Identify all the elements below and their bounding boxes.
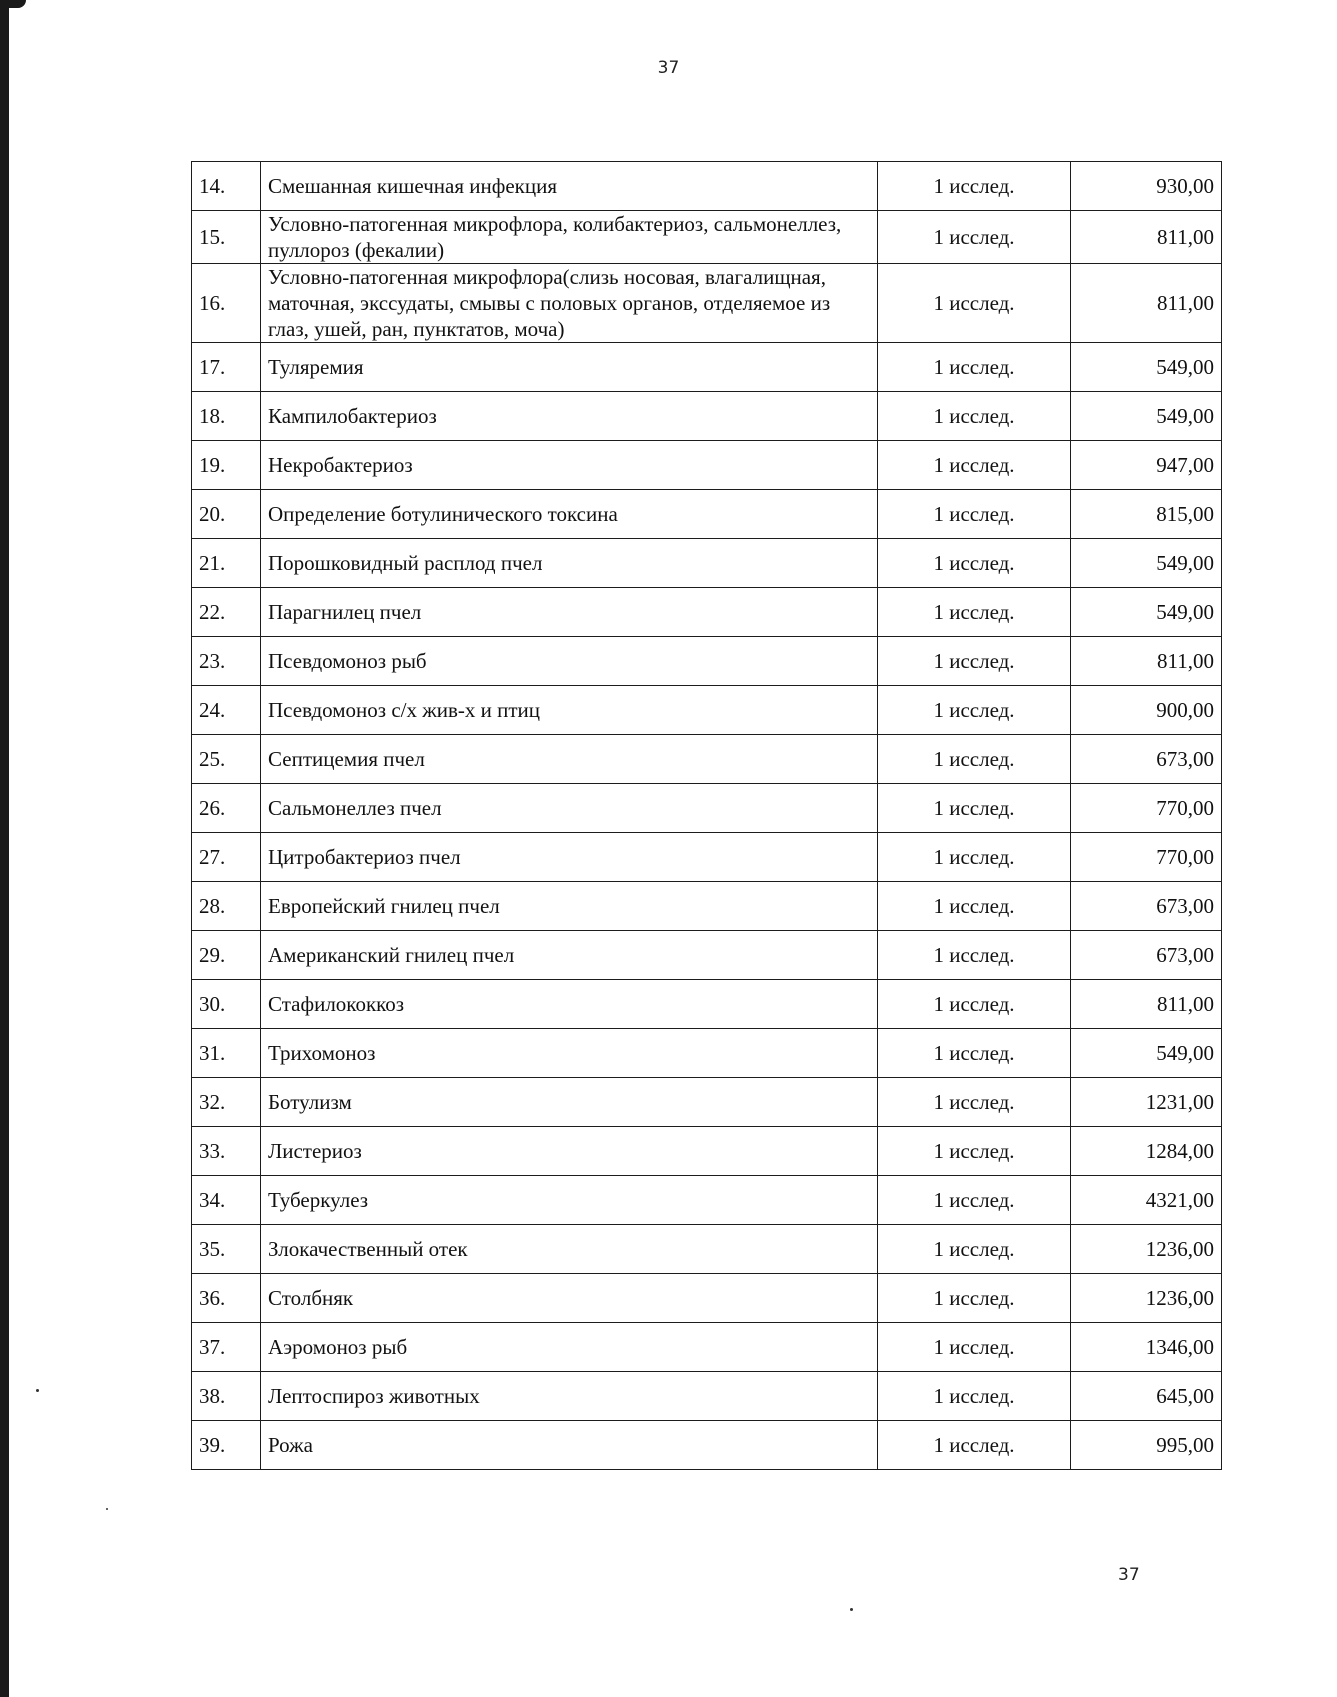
table-row xyxy=(192,980,1222,1029)
row-price: 645,00 xyxy=(1071,1372,1222,1421)
row-test-name: Цитробактериоз пчел xyxy=(261,833,878,882)
row-price: 815,00 xyxy=(1071,490,1222,539)
row-test-name: Злокачественный отек xyxy=(261,1225,878,1274)
row-unit: 1 исслед. xyxy=(878,1421,1071,1470)
table-row xyxy=(192,686,1222,735)
row-test-name: Ботулизм xyxy=(261,1078,878,1127)
page-number-bottom: 37 xyxy=(1118,1565,1140,1585)
row-price: 770,00 xyxy=(1071,833,1222,882)
row-number: 37. xyxy=(192,1323,261,1372)
row-price: 811,00 xyxy=(1071,980,1222,1029)
table-row xyxy=(192,343,1222,392)
row-number: 39. xyxy=(192,1421,261,1470)
row-unit: 1 исслед. xyxy=(878,1372,1071,1421)
row-number: 24. xyxy=(192,686,261,735)
table-row xyxy=(192,1274,1222,1323)
row-number: 18. xyxy=(192,392,261,441)
row-price: 1236,00 xyxy=(1071,1274,1222,1323)
row-price: 673,00 xyxy=(1071,735,1222,784)
row-number: 27. xyxy=(192,833,261,882)
table-row xyxy=(192,1078,1222,1127)
row-unit: 1 исслед. xyxy=(878,1225,1071,1274)
row-unit: 1 исслед. xyxy=(878,1029,1071,1078)
row-test-name: Туберкулез xyxy=(261,1176,878,1225)
row-unit: 1 исслед. xyxy=(878,686,1071,735)
row-test-name: Трихомоноз xyxy=(261,1029,878,1078)
row-unit: 1 исслед. xyxy=(878,882,1071,931)
row-price: 673,00 xyxy=(1071,931,1222,980)
row-number: 16. xyxy=(192,264,261,343)
row-unit: 1 исслед. xyxy=(878,392,1071,441)
row-number: 19. xyxy=(192,441,261,490)
page-number-top: 37 xyxy=(657,58,680,78)
row-test-name: Туляремия xyxy=(261,343,878,392)
row-price: 549,00 xyxy=(1071,392,1222,441)
row-unit: 1 исслед. xyxy=(878,833,1071,882)
row-price: 900,00 xyxy=(1071,686,1222,735)
row-number: 29. xyxy=(192,931,261,980)
table-row xyxy=(192,931,1222,980)
row-unit: 1 исслед. xyxy=(878,1176,1071,1225)
row-test-name: Смешанная кишечная инфекция xyxy=(261,162,878,211)
row-unit: 1 исслед. xyxy=(878,441,1071,490)
row-unit: 1 исслед. xyxy=(878,1127,1071,1176)
row-test-name: Псевдомоноз рыб xyxy=(261,637,878,686)
table-row xyxy=(192,1029,1222,1078)
row-unit: 1 исслед. xyxy=(878,980,1071,1029)
row-test-name: Условно-патогенная микрофлора(слизь носовая, влагалищная, маточная, экссудаты, смывы с половых органов, отделяемое из глаз, ушей, ран, пунктатов, моча) xyxy=(261,264,878,343)
table-row xyxy=(192,211,1222,264)
row-price: 673,00 xyxy=(1071,882,1222,931)
table-row xyxy=(192,784,1222,833)
scan-speck xyxy=(850,1608,853,1611)
row-test-name: Европейский гнилец пчел xyxy=(261,882,878,931)
row-price: 1231,00 xyxy=(1071,1078,1222,1127)
row-number: 20. xyxy=(192,490,261,539)
scan-speck xyxy=(106,1508,108,1510)
table-row xyxy=(192,735,1222,784)
row-number: 38. xyxy=(192,1372,261,1421)
row-test-name: Условно-патогенная микрофлора, колибактериоз, сальмонеллез, пуллороз (фекалии) xyxy=(261,211,878,264)
row-number: 35. xyxy=(192,1225,261,1274)
row-price: 811,00 xyxy=(1071,637,1222,686)
row-unit: 1 исслед. xyxy=(878,1323,1071,1372)
row-price: 947,00 xyxy=(1071,441,1222,490)
price-table xyxy=(191,161,1222,1470)
row-number: 23. xyxy=(192,637,261,686)
table-row xyxy=(192,882,1222,931)
row-number: 26. xyxy=(192,784,261,833)
row-price: 1236,00 xyxy=(1071,1225,1222,1274)
table-row xyxy=(192,1176,1222,1225)
scan-top-corner xyxy=(0,0,26,8)
row-unit: 1 исслед. xyxy=(878,784,1071,833)
row-number: 14. xyxy=(192,162,261,211)
row-price: 995,00 xyxy=(1071,1421,1222,1470)
row-test-name: Сальмонеллез пчел xyxy=(261,784,878,833)
row-number: 22. xyxy=(192,588,261,637)
row-number: 15. xyxy=(192,211,261,264)
scan-speck xyxy=(36,1389,39,1392)
row-number: 25. xyxy=(192,735,261,784)
table-row xyxy=(192,392,1222,441)
row-number: 33. xyxy=(192,1127,261,1176)
row-unit: 1 исслед. xyxy=(878,1078,1071,1127)
row-test-name: Стафилококкоз xyxy=(261,980,878,1029)
row-number: 17. xyxy=(192,343,261,392)
row-price: 1346,00 xyxy=(1071,1323,1222,1372)
row-unit: 1 исслед. xyxy=(878,735,1071,784)
row-unit: 1 исслед. xyxy=(878,931,1071,980)
table-row xyxy=(192,162,1222,211)
table-row xyxy=(192,833,1222,882)
table-row xyxy=(192,441,1222,490)
row-unit: 1 исслед. xyxy=(878,162,1071,211)
row-unit: 1 исслед. xyxy=(878,1274,1071,1323)
row-price: 811,00 xyxy=(1071,264,1222,343)
row-unit: 1 исслед. xyxy=(878,264,1071,343)
table-row xyxy=(192,588,1222,637)
table-row xyxy=(192,1421,1222,1470)
row-price: 811,00 xyxy=(1071,211,1222,264)
row-unit: 1 исслед. xyxy=(878,588,1071,637)
row-price: 770,00 xyxy=(1071,784,1222,833)
row-unit: 1 исслед. xyxy=(878,343,1071,392)
table-row xyxy=(192,490,1222,539)
table-row xyxy=(192,1372,1222,1421)
row-unit: 1 исслед. xyxy=(878,539,1071,588)
row-unit: 1 исслед. xyxy=(878,490,1071,539)
table-row xyxy=(192,1225,1222,1274)
row-test-name: Порошковидный расплод пчел xyxy=(261,539,878,588)
row-number: 34. xyxy=(192,1176,261,1225)
row-test-name: Рожа xyxy=(261,1421,878,1470)
row-test-name: Листериоз xyxy=(261,1127,878,1176)
row-test-name: Американский гнилец пчел xyxy=(261,931,878,980)
row-price: 549,00 xyxy=(1071,539,1222,588)
table-row xyxy=(192,539,1222,588)
row-number: 36. xyxy=(192,1274,261,1323)
row-price: 1284,00 xyxy=(1071,1127,1222,1176)
row-test-name: Некробактериоз xyxy=(261,441,878,490)
table-row xyxy=(192,264,1222,343)
row-price: 549,00 xyxy=(1071,1029,1222,1078)
row-price: 549,00 xyxy=(1071,343,1222,392)
table-row xyxy=(192,1323,1222,1372)
table-row xyxy=(192,1127,1222,1176)
row-test-name: Септицемия пчел xyxy=(261,735,878,784)
row-test-name: Определение ботулинического токсина xyxy=(261,490,878,539)
row-number: 21. xyxy=(192,539,261,588)
row-price: 549,00 xyxy=(1071,588,1222,637)
row-number: 31. xyxy=(192,1029,261,1078)
row-price: 930,00 xyxy=(1071,162,1222,211)
row-test-name: Псевдомоноз с/х жив-х и птиц xyxy=(261,686,878,735)
table-row xyxy=(192,637,1222,686)
row-number: 30. xyxy=(192,980,261,1029)
row-price: 4321,00 xyxy=(1071,1176,1222,1225)
row-unit: 1 исслед. xyxy=(878,211,1071,264)
row-test-name: Столбняк xyxy=(261,1274,878,1323)
row-unit: 1 исслед. xyxy=(878,637,1071,686)
row-test-name: Лептоспироз животных xyxy=(261,1372,878,1421)
scan-left-edge xyxy=(0,0,9,1697)
row-test-name: Аэромоноз рыб xyxy=(261,1323,878,1372)
row-test-name: Парагнилец пчел xyxy=(261,588,878,637)
row-number: 28. xyxy=(192,882,261,931)
row-number: 32. xyxy=(192,1078,261,1127)
row-test-name: Кампилобактериоз xyxy=(261,392,878,441)
